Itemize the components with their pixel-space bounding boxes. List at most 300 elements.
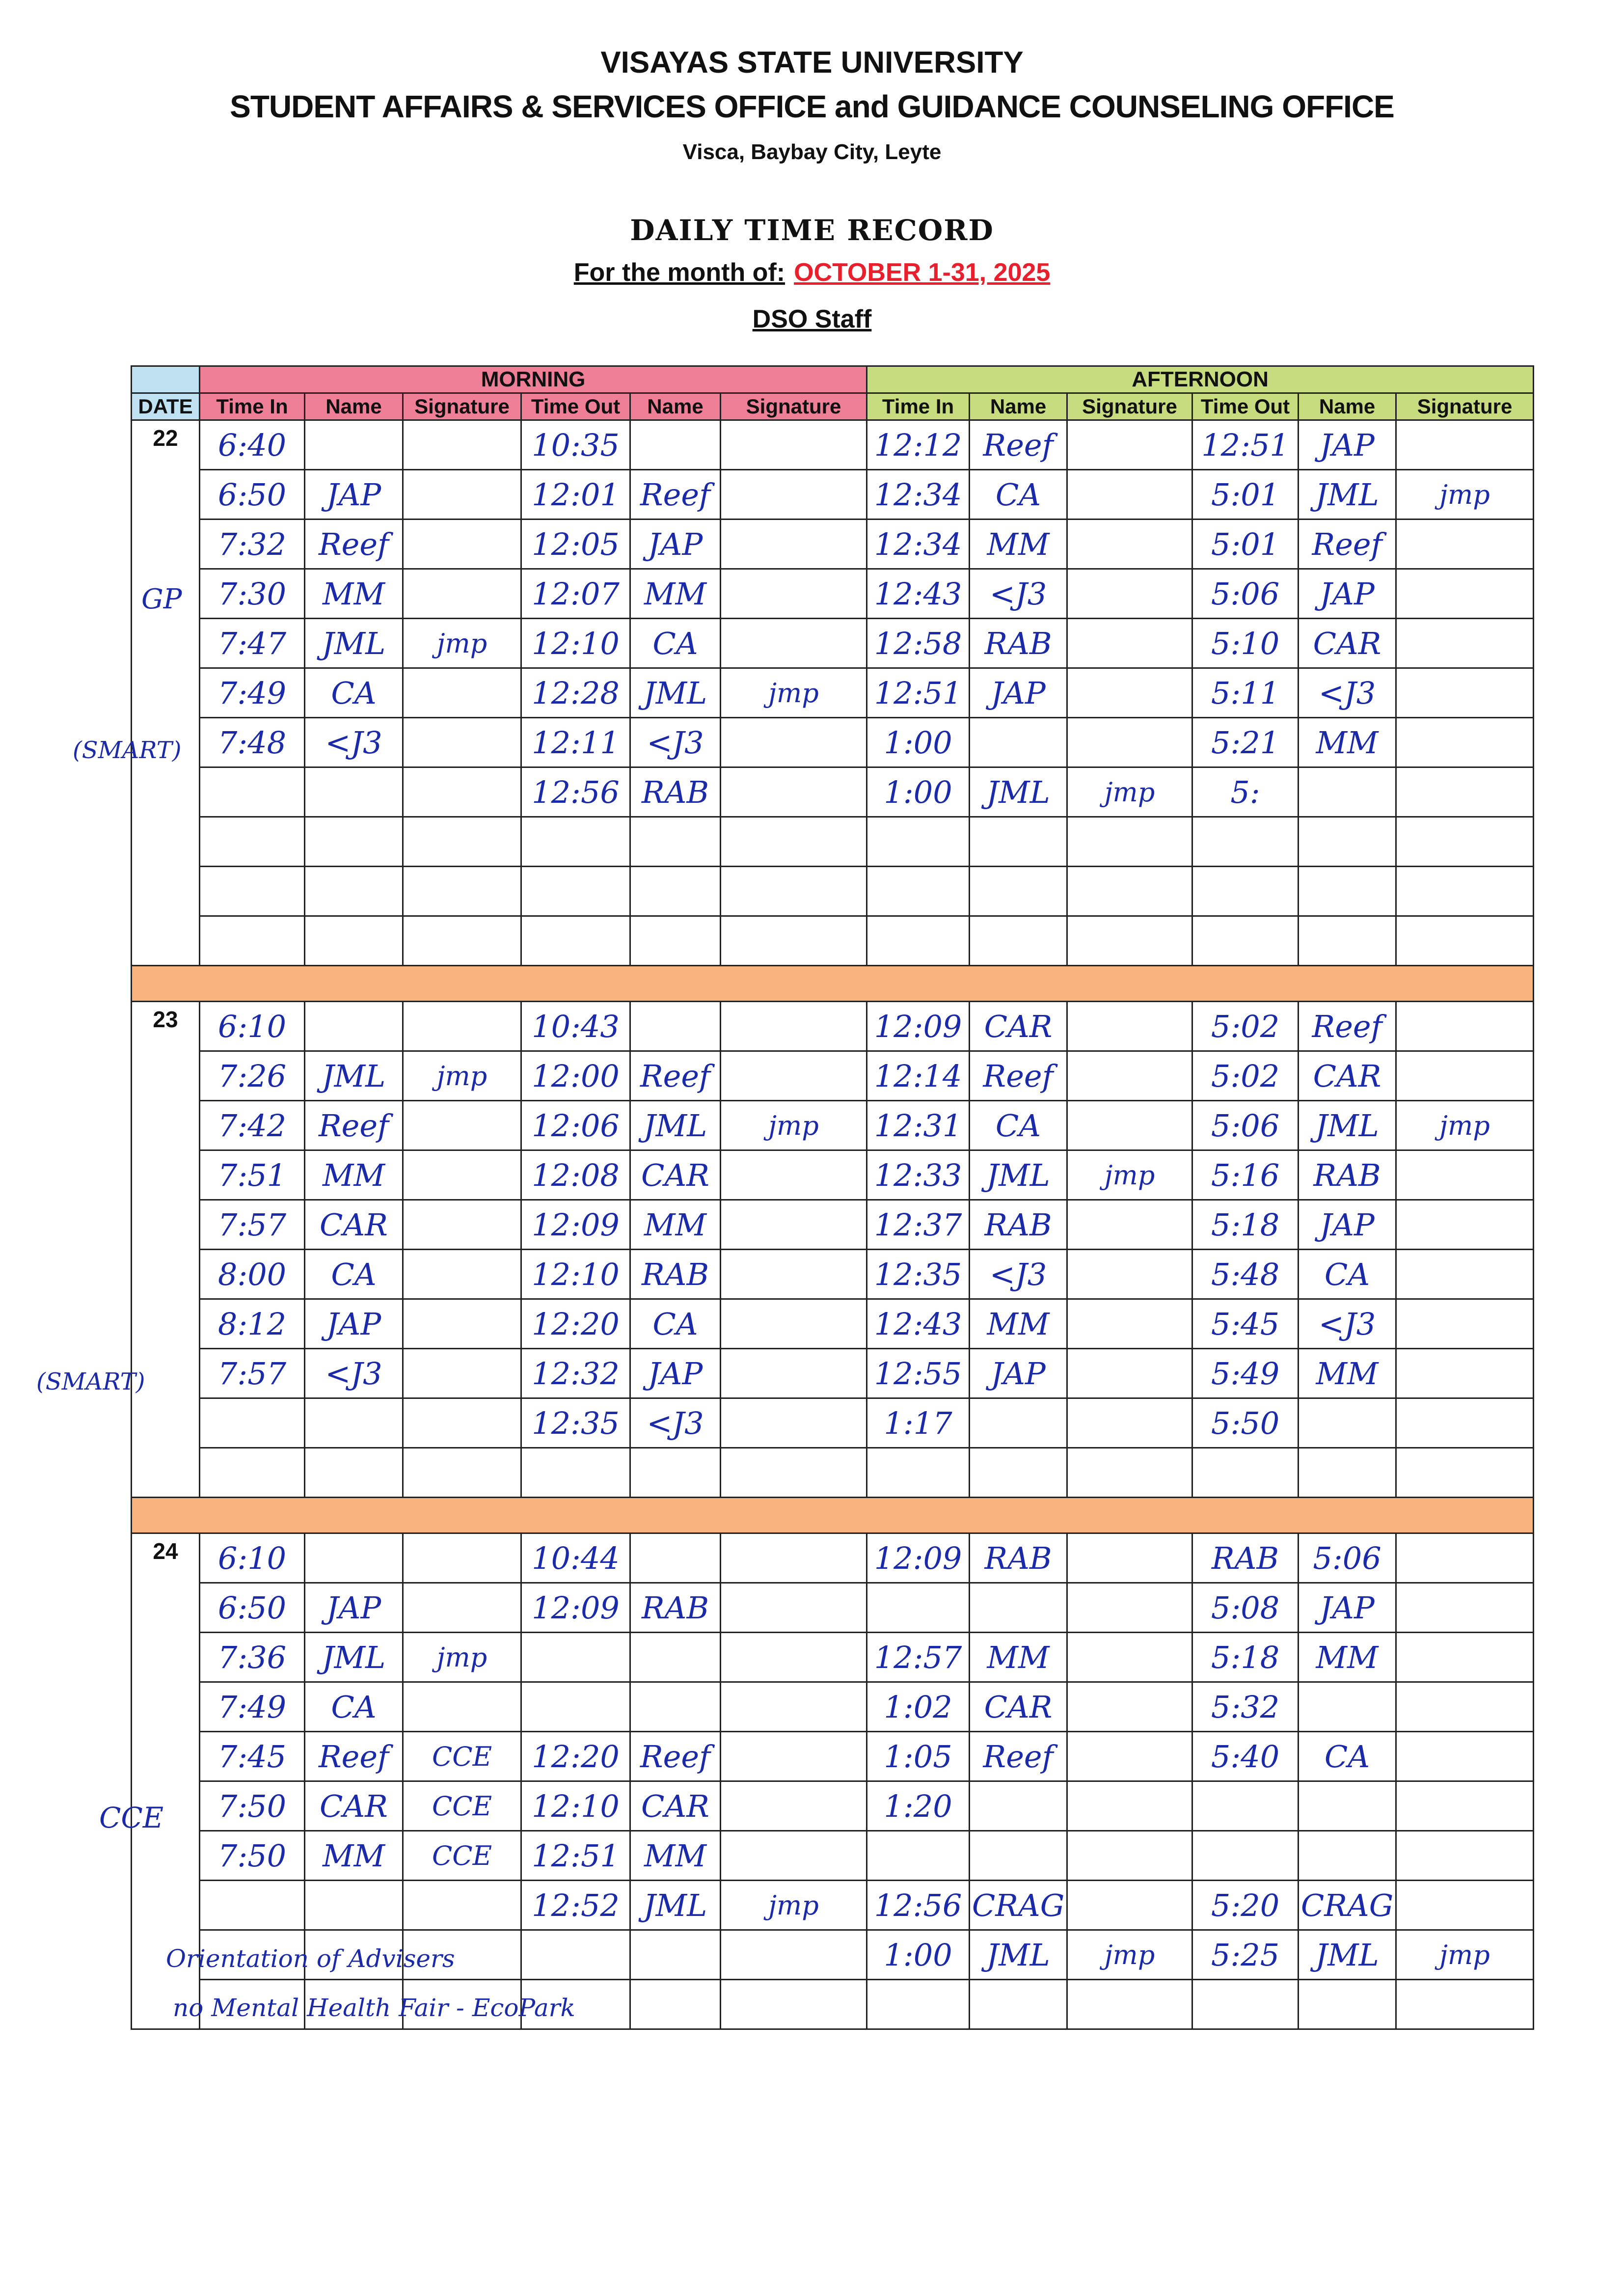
entry-cell: 7:26 (200, 1051, 305, 1101)
entry-cell (1299, 1448, 1396, 1498)
signature-cell (403, 867, 521, 916)
entry-cell: 12:43 (867, 569, 970, 619)
table-row (132, 916, 1534, 966)
entry-cell: 5:25 (1192, 1930, 1299, 1980)
table-row (132, 1150, 1534, 1200)
signature-cell (403, 1533, 521, 1583)
signature-cell: jmp (1396, 1930, 1534, 1980)
entry-cell (867, 916, 970, 966)
entry-cell (1192, 1448, 1299, 1498)
entry-cell: RAB (630, 1250, 721, 1299)
entry-cell: 5:16 (1192, 1150, 1299, 1200)
entry-cell (521, 1682, 630, 1732)
table-row (132, 1633, 1534, 1682)
entry-cell (200, 1398, 305, 1448)
entry-cell (1192, 1781, 1299, 1831)
month-label: For the month of: (573, 258, 785, 287)
table-row (132, 1002, 1534, 1051)
entry-cell: 12:57 (867, 1633, 970, 1682)
signature-cell (1067, 1299, 1192, 1349)
entry-cell: RAB (970, 1533, 1067, 1583)
entry-cell (970, 1398, 1067, 1448)
entry-cell (305, 1398, 403, 1448)
column-header: Time Out (1192, 393, 1299, 420)
entry-cell: CAR (970, 1002, 1067, 1051)
table-row (132, 718, 1534, 767)
entry-cell: JML (305, 1633, 403, 1682)
entry-cell: CA (970, 470, 1067, 519)
entry-cell: JAP (970, 668, 1067, 718)
entry-cell: CAR (630, 1781, 721, 1831)
table-row (132, 1448, 1534, 1498)
entry-cell: 5: (1192, 767, 1299, 817)
entry-cell: 12:34 (867, 519, 970, 569)
entry-cell (305, 1881, 403, 1930)
table-row (132, 1533, 1534, 1583)
entry-cell: Reef (305, 1732, 403, 1781)
date-cell: 22 (132, 420, 200, 966)
signature-cell: jmp (721, 668, 867, 718)
entry-cell: CA (305, 1250, 403, 1299)
entry-cell: CA (630, 1299, 721, 1349)
column-header-row (132, 393, 1534, 420)
entry-cell: <J3 (305, 1349, 403, 1398)
signature-cell (721, 619, 867, 668)
entry-cell: MM (305, 1150, 403, 1200)
signature-cell (721, 1250, 867, 1299)
entry-cell (305, 817, 403, 867)
signature-cell (721, 1200, 867, 1250)
entry-cell: <J3 (305, 718, 403, 767)
entry-cell (630, 817, 721, 867)
entry-cell: Reef (305, 1101, 403, 1150)
entry-cell: 10:44 (521, 1533, 630, 1583)
entry-cell: MM (970, 519, 1067, 569)
signature-cell: CCE (403, 1732, 521, 1781)
entry-cell: 7:50 (200, 1781, 305, 1831)
entry-cell: MM (970, 1633, 1067, 1682)
entry-cell: 5:32 (1192, 1682, 1299, 1732)
entry-cell (630, 916, 721, 966)
entry-cell: JAP (1299, 1583, 1396, 1633)
entry-cell: 7:42 (200, 1101, 305, 1150)
entry-cell: 5:45 (1192, 1299, 1299, 1349)
entry-cell: 7:57 (200, 1349, 305, 1398)
signature-cell (1396, 1200, 1534, 1250)
entry-cell: MM (305, 569, 403, 619)
margin-note-cce: CCE (99, 1801, 164, 1834)
entry-cell (630, 1533, 721, 1583)
signature-cell (721, 420, 867, 470)
entry-cell: 12:33 (867, 1150, 970, 1200)
entry-cell: CA (305, 1682, 403, 1732)
entry-cell: JML (630, 1881, 721, 1930)
table-row (132, 1732, 1534, 1781)
month-value: OCTOBER 1-31, 2025 (794, 258, 1051, 287)
date-cell: 23 (132, 1002, 200, 1498)
signature-cell (721, 1051, 867, 1101)
signature-cell (721, 718, 867, 767)
entry-cell: <J3 (970, 1250, 1067, 1299)
table-row (132, 470, 1534, 519)
signature-cell: jmp (403, 1633, 521, 1682)
signature-cell (403, 1583, 521, 1633)
entry-cell (521, 1930, 630, 1980)
signature-cell (1396, 1150, 1534, 1200)
entry-cell: 6:50 (200, 1583, 305, 1633)
entry-cell: 6:50 (200, 470, 305, 519)
entry-cell (970, 817, 1067, 867)
entry-cell (867, 1448, 970, 1498)
entry-cell: JML (630, 1101, 721, 1150)
signature-cell (403, 1150, 521, 1200)
entry-cell (867, 1980, 970, 2029)
signature-cell (1396, 619, 1534, 668)
signature-cell (1067, 1831, 1192, 1881)
entry-cell: 12:56 (867, 1881, 970, 1930)
date-section-cell (132, 366, 200, 393)
entry-cell (521, 1633, 630, 1682)
signature-cell (403, 470, 521, 519)
entry-cell (305, 1533, 403, 1583)
column-header: Name (630, 393, 721, 420)
entry-cell: 12:51 (867, 668, 970, 718)
table-row (132, 519, 1534, 569)
signature-cell (1067, 817, 1192, 867)
table-row (132, 817, 1534, 867)
entry-cell: 5:20 (1192, 1881, 1299, 1930)
signature-cell (721, 1533, 867, 1583)
entry-cell: 6:10 (200, 1002, 305, 1051)
entry-cell (305, 1448, 403, 1498)
note-orientation: Orientation of Advisers (166, 1944, 455, 1973)
entry-cell (305, 420, 403, 470)
column-header: Signature (403, 393, 521, 420)
signature-cell (1396, 1732, 1534, 1781)
entry-cell: 5:18 (1192, 1200, 1299, 1250)
entry-cell (1299, 1781, 1396, 1831)
entry-cell (970, 867, 1067, 916)
entry-cell: CAR (305, 1781, 403, 1831)
entry-cell: RAB (970, 1200, 1067, 1250)
table-row (132, 767, 1534, 817)
time-record-table (131, 365, 1534, 2030)
entry-cell: RAB (970, 619, 1067, 668)
signature-cell (1396, 1448, 1534, 1498)
margin-note-smart: (SMART) (73, 737, 182, 764)
signature-cell (1396, 1398, 1534, 1448)
entry-cell: 7:36 (200, 1633, 305, 1682)
signature-cell (1396, 1299, 1534, 1349)
signature-cell (403, 519, 521, 569)
entry-cell: 7:49 (200, 1682, 305, 1732)
entry-cell: 1:00 (867, 1930, 970, 1980)
entry-cell: JAP (305, 470, 403, 519)
entry-cell (1192, 1831, 1299, 1881)
entry-cell: JAP (305, 1299, 403, 1349)
day-separator (132, 1498, 1534, 1533)
entry-cell: 12:07 (521, 569, 630, 619)
table-row (132, 1781, 1534, 1831)
entry-cell: 6:10 (200, 1533, 305, 1583)
signature-cell (403, 1299, 521, 1349)
entry-cell: 12:51 (521, 1831, 630, 1881)
entry-cell (1299, 767, 1396, 817)
entry-cell: 12:08 (521, 1150, 630, 1200)
entry-cell: 12:09 (867, 1002, 970, 1051)
entry-cell: 10:43 (521, 1002, 630, 1051)
signature-cell (403, 668, 521, 718)
signature-cell (1067, 1002, 1192, 1051)
entry-cell: 1:05 (867, 1732, 970, 1781)
entry-cell (521, 867, 630, 916)
entry-cell: 5:49 (1192, 1349, 1299, 1398)
signature-cell (1067, 916, 1192, 966)
signature-cell (1067, 1682, 1192, 1732)
entry-cell (970, 1831, 1067, 1881)
entry-cell (305, 916, 403, 966)
entry-cell: JAP (1299, 569, 1396, 619)
column-header: Time In (867, 393, 970, 420)
separator-band (132, 1498, 1534, 1533)
entry-cell: 7:47 (200, 619, 305, 668)
signature-cell: jmp (403, 619, 521, 668)
entry-cell: 12:58 (867, 619, 970, 668)
entry-cell: Reef (970, 1732, 1067, 1781)
signature-cell (1067, 1250, 1192, 1299)
signature-cell: CCE (403, 1781, 521, 1831)
entry-cell: 5:06 (1192, 1101, 1299, 1150)
entry-cell: 12:35 (521, 1398, 630, 1448)
signature-cell (1067, 1732, 1192, 1781)
entry-cell: 12:09 (521, 1200, 630, 1250)
signature-cell (1396, 817, 1534, 867)
signature-cell (721, 1398, 867, 1448)
entry-cell: 12:09 (521, 1583, 630, 1633)
entry-cell: Reef (630, 1732, 721, 1781)
entry-cell: 12:20 (521, 1299, 630, 1349)
entry-cell: 5:06 (1299, 1533, 1396, 1583)
signature-cell: jmp (403, 1051, 521, 1101)
table-row (132, 1200, 1534, 1250)
entry-cell: 8:12 (200, 1299, 305, 1349)
signature-cell (721, 1349, 867, 1398)
entry-cell: 12:14 (867, 1051, 970, 1101)
entry-cell (867, 867, 970, 916)
signature-cell (1396, 1533, 1534, 1583)
entry-cell: 7:57 (200, 1200, 305, 1250)
signature-cell (403, 767, 521, 817)
table-row (132, 1831, 1534, 1881)
entry-cell: CA (305, 668, 403, 718)
entry-cell: RAB (630, 1583, 721, 1633)
entry-cell: 5:01 (1192, 470, 1299, 519)
entry-cell (970, 1980, 1067, 2029)
signature-cell (403, 1101, 521, 1150)
entry-cell: Reef (630, 470, 721, 519)
entry-cell: 12:05 (521, 519, 630, 569)
column-header: Time In (200, 393, 305, 420)
entry-cell (1299, 916, 1396, 966)
signature-cell (1396, 1980, 1534, 2029)
date-cell: 24 (132, 1533, 200, 2029)
entry-cell: MM (970, 1299, 1067, 1349)
signature-cell (1396, 916, 1534, 966)
signature-cell (1396, 519, 1534, 569)
entry-cell (1192, 1980, 1299, 2029)
entry-cell (630, 1980, 721, 2029)
signature-cell (721, 1930, 867, 1980)
margin-note-smart: (SMART) (36, 1368, 145, 1395)
signature-cell (1067, 470, 1192, 519)
entry-cell: 1:00 (867, 767, 970, 817)
entry-cell: MM (630, 569, 721, 619)
entry-cell (305, 767, 403, 817)
entry-cell: 7:51 (200, 1150, 305, 1200)
afternoon-header: AFTERNOON (867, 366, 1534, 393)
office-address: Visca, Baybay City, Leyte (682, 140, 942, 164)
entry-cell (200, 817, 305, 867)
entry-cell: JAP (305, 1583, 403, 1633)
entry-cell: 12:31 (867, 1101, 970, 1150)
entry-cell (521, 916, 630, 966)
entry-cell: JAP (630, 519, 721, 569)
section-header-row (132, 366, 1534, 393)
signature-cell (1396, 569, 1534, 619)
entry-cell: 5:11 (1192, 668, 1299, 718)
entry-cell: 7:45 (200, 1732, 305, 1781)
signature-cell (1067, 1200, 1192, 1250)
signature-cell (1067, 420, 1192, 470)
signature-cell (1067, 867, 1192, 916)
entry-cell: CA (1299, 1250, 1396, 1299)
entry-cell (970, 718, 1067, 767)
signature-cell: jmp (1396, 1101, 1534, 1150)
entry-cell (1299, 1831, 1396, 1881)
document-title: DAILY TIME RECORD (630, 214, 994, 247)
entry-cell (970, 1781, 1067, 1831)
entry-cell: 6:40 (200, 420, 305, 470)
signature-cell (1396, 1349, 1534, 1398)
entry-cell: 5:21 (1192, 718, 1299, 767)
table-row (132, 569, 1534, 619)
entry-cell: 12:37 (867, 1200, 970, 1250)
signature-cell (1396, 1781, 1534, 1831)
entry-cell: Reef (970, 1051, 1067, 1101)
signature-cell (721, 1682, 867, 1732)
signature-cell (721, 817, 867, 867)
entry-cell: JAP (630, 1349, 721, 1398)
signature-cell (721, 470, 867, 519)
entry-cell (1299, 817, 1396, 867)
signature-cell (1396, 1881, 1534, 1930)
signature-cell (1067, 1051, 1192, 1101)
signature-cell: jmp (1396, 470, 1534, 519)
entry-cell (630, 867, 721, 916)
entry-cell: CAR (970, 1682, 1067, 1732)
entry-cell: 8:00 (200, 1250, 305, 1299)
entry-cell: CA (1299, 1732, 1396, 1781)
signature-cell (403, 1250, 521, 1299)
entry-cell: Reef (305, 519, 403, 569)
entry-cell: CAR (305, 1200, 403, 1250)
entry-cell: MM (630, 1831, 721, 1881)
entry-cell (630, 1930, 721, 1980)
entry-cell: 5:48 (1192, 1250, 1299, 1299)
entry-cell (867, 817, 970, 867)
entry-cell: JML (970, 1930, 1067, 1980)
entry-cell (630, 1682, 721, 1732)
signature-cell (403, 1002, 521, 1051)
signature-cell (1067, 1881, 1192, 1930)
entry-cell (200, 916, 305, 966)
column-header: Name (305, 393, 403, 420)
signature-cell (721, 1150, 867, 1200)
entry-cell: MM (1299, 1633, 1396, 1682)
entry-cell: CA (970, 1101, 1067, 1150)
signature-cell (1396, 1250, 1534, 1299)
signature-cell: jmp (721, 1881, 867, 1930)
signature-cell (1396, 767, 1534, 817)
entry-cell: JML (1299, 1930, 1396, 1980)
signature-cell (721, 767, 867, 817)
column-header: DATE (132, 393, 200, 420)
entry-cell: MM (1299, 1349, 1396, 1398)
entry-cell: RAB (630, 767, 721, 817)
entry-cell: 12:28 (521, 668, 630, 718)
signature-cell (1067, 1583, 1192, 1633)
entry-cell: JML (1299, 470, 1396, 519)
university-name: VISAYAS STATE UNIVERSITY (600, 46, 1024, 80)
signature-cell: jmp (1067, 1930, 1192, 1980)
entry-cell (200, 1448, 305, 1498)
signature-cell (721, 1448, 867, 1498)
signature-cell (721, 569, 867, 619)
entry-cell: 12:34 (867, 470, 970, 519)
entry-cell: 5:02 (1192, 1002, 1299, 1051)
entry-cell: JML (970, 767, 1067, 817)
signature-cell (721, 1299, 867, 1349)
signature-cell (1396, 1051, 1534, 1101)
signature-cell (403, 1200, 521, 1250)
entry-cell: JML (305, 619, 403, 668)
entry-cell (1192, 867, 1299, 916)
signature-cell (721, 519, 867, 569)
entry-cell: MM (1299, 718, 1396, 767)
entry-cell (305, 867, 403, 916)
signature-cell (1067, 668, 1192, 718)
column-header: Signature (721, 393, 867, 420)
table-row (132, 867, 1534, 916)
signature-cell (1067, 519, 1192, 569)
entry-cell: 7:50 (200, 1831, 305, 1881)
entry-cell (970, 1448, 1067, 1498)
table-row (132, 619, 1534, 668)
signature-cell: jmp (721, 1101, 867, 1150)
table-row (132, 1299, 1534, 1349)
entry-cell: 12:10 (521, 1250, 630, 1299)
entry-cell: CA (630, 619, 721, 668)
entry-cell: 1:17 (867, 1398, 970, 1448)
table-row (132, 420, 1534, 470)
entry-cell: JAP (1299, 420, 1396, 470)
margin-note-gp: GP (141, 583, 182, 615)
morning-header: MORNING (200, 366, 867, 393)
entry-cell: CRAG (970, 1881, 1067, 1930)
signature-cell (403, 1448, 521, 1498)
column-header: Name (1299, 393, 1396, 420)
signature-cell: CCE (403, 1831, 521, 1881)
